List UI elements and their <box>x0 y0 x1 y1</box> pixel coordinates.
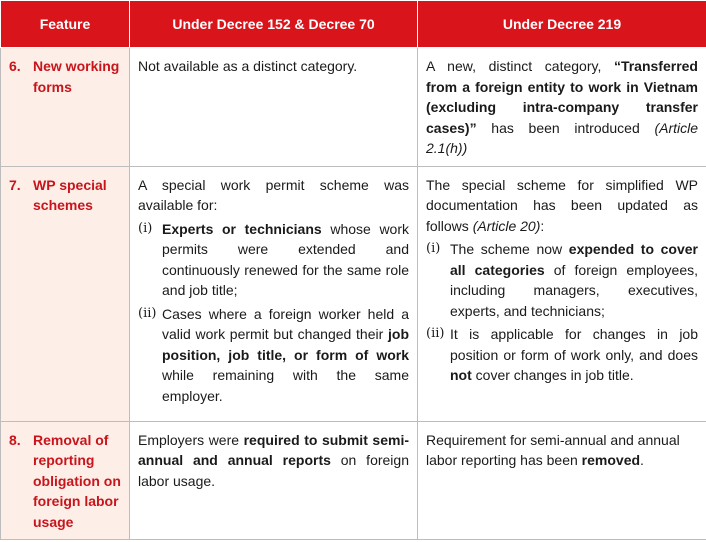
cell-text: on foreign labor usage. <box>138 452 409 489</box>
list-item <box>426 239 698 321</box>
new-cell <box>418 48 706 167</box>
feature-label: Removal of reporting obligation on foreign labor usage <box>33 431 121 530</box>
table-row <box>1 421 706 539</box>
cell-text: Not available as a distinct category. <box>138 58 358 74</box>
article-reference: (Article 2.1(h)) <box>426 119 698 156</box>
list-marker: (i) <box>138 220 153 236</box>
cell-text: of foreign employees, including managers, executives, experts, and technicians; <box>450 261 698 319</box>
cell-intro <box>426 175 698 237</box>
new-cell <box>418 166 706 421</box>
row-number: 7. <box>9 176 21 193</box>
cell-text: Requirement for semi-annual and annual labor reporting has been <box>426 431 680 468</box>
cell-text: whose work permits were extended and continuously renewed for the same role and job title; <box>162 220 410 298</box>
cell-text: Employers were <box>138 431 244 448</box>
cell-text: . <box>640 452 644 468</box>
old-cell <box>130 421 418 539</box>
header-new-decree: Under Decree 219 <box>418 1 706 48</box>
feature-label: WP special schemes <box>33 176 107 213</box>
cell-text: The scheme now <box>450 241 569 257</box>
cell-text-bold: expended to cover all categories <box>450 241 699 278</box>
list-item <box>138 219 409 301</box>
cell-text-bold: job position, job title, or form of work <box>162 326 409 363</box>
new-cell <box>418 421 706 539</box>
cell-text: The special scheme for simplified WP documentation has been updated as follows <box>426 176 698 234</box>
row-number: 8. <box>9 431 21 448</box>
list-marker: (i) <box>426 241 441 256</box>
cell-text-bold: “Transferred from a foreign entity to work in Vietnam (excluding intra-company transfer cases)” <box>426 58 698 136</box>
roman-list <box>426 239 698 386</box>
feature-cell <box>1 166 130 421</box>
header-feature: Feature <box>1 1 130 48</box>
cell-text: cover changes in job title. <box>471 367 634 383</box>
table-row <box>1 48 706 167</box>
list-item <box>426 324 698 386</box>
cell-text: while remaining with the same employer. <box>162 367 409 404</box>
feature-label: New working forms <box>33 58 120 95</box>
cell-text-bold: Experts or technicians <box>162 220 322 237</box>
roman-list <box>138 219 409 407</box>
article-reference: (Article 20) <box>472 217 541 234</box>
row-number: 6. <box>9 58 21 74</box>
old-cell <box>130 48 418 167</box>
cell-text: has been introduced <box>476 119 655 136</box>
cell-text: A new, distinct category, <box>426 58 614 74</box>
old-cell <box>130 166 418 421</box>
list-marker: (ii) <box>138 305 157 321</box>
feature-cell <box>1 421 130 539</box>
list-item <box>138 304 409 407</box>
cell-text: Cases where a foreign worker held a valid work permit but changed their <box>162 305 409 342</box>
cell-text-bold: required to submit semi-annual and annual reports <box>138 431 409 468</box>
header-row <box>1 1 706 48</box>
cell-intro: A special work permit scheme was available for: <box>138 176 409 213</box>
header-old-decree: Under Decree 152 & Decree 70 <box>130 1 418 48</box>
cell-text-bold: not <box>450 367 472 383</box>
table-row <box>1 166 706 421</box>
list-marker: (ii) <box>426 326 445 341</box>
cell-text: : <box>540 217 545 234</box>
cell-text-bold: removed <box>581 452 641 468</box>
feature-cell <box>1 48 130 167</box>
cell-text: It is applicable for changes in job position or form of work only, and does <box>450 326 698 363</box>
